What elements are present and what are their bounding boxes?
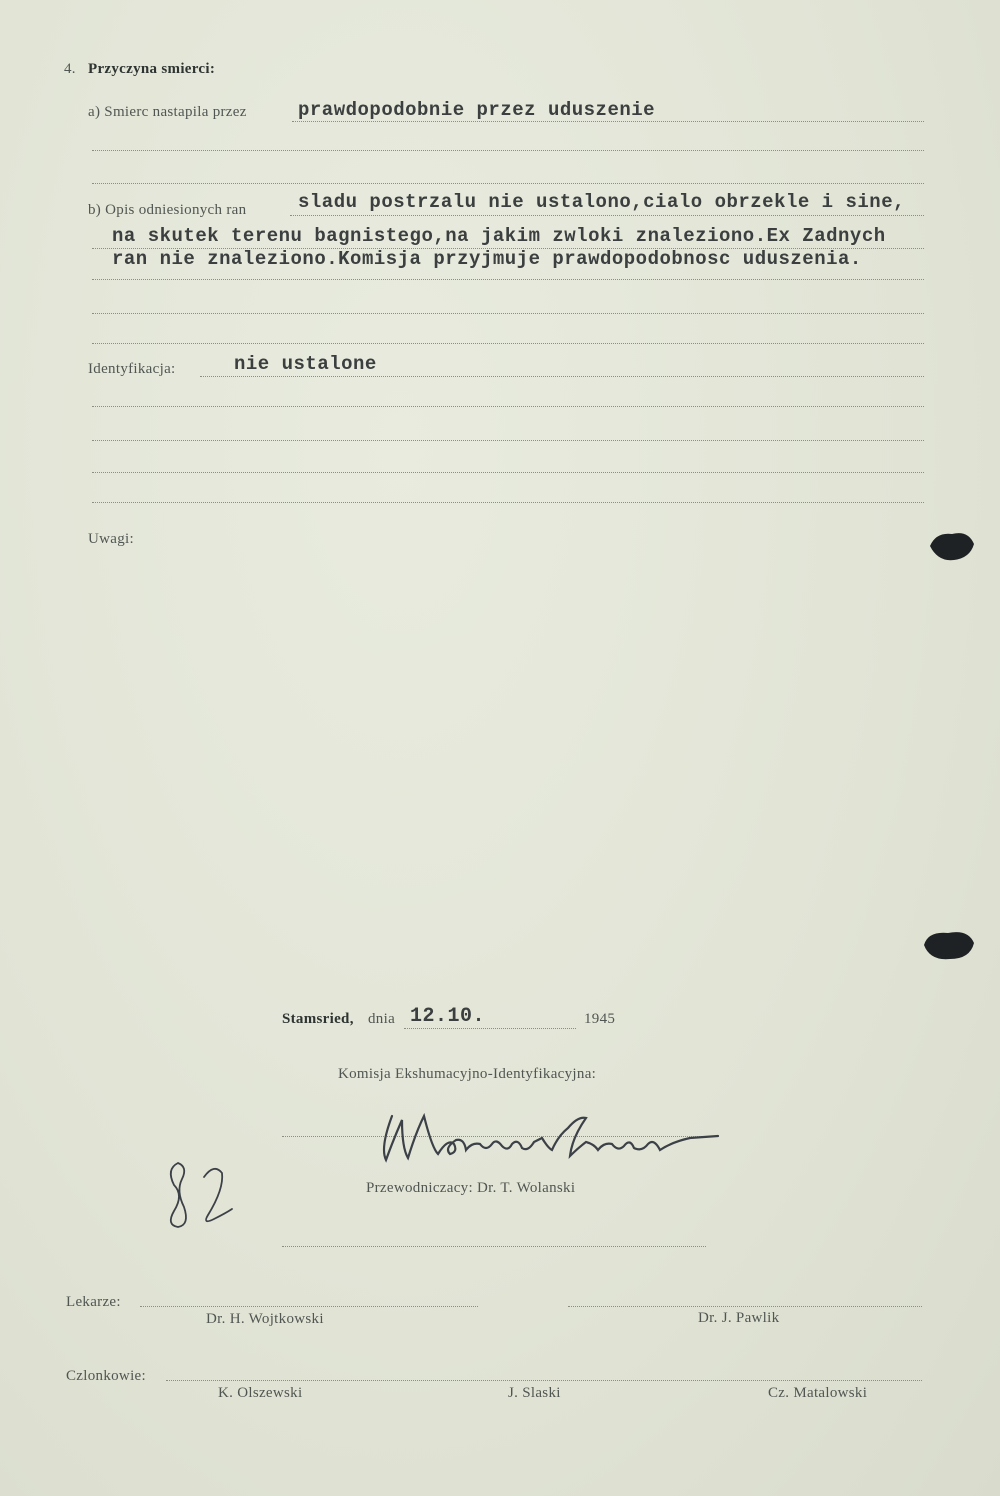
year: 1945 [584,1011,616,1027]
identification-line [200,376,924,377]
place: Stamsried, [282,1011,354,1027]
wounds-text-line-1: sladu postrzalu nie ustalono,cialo obrzekle i sine, [298,191,905,213]
blank-line [92,150,924,151]
identification-label: Identyfikacja: [88,361,176,377]
blank-line [92,343,924,344]
section-heading: Przyczyna smierci: [88,61,216,77]
cause-label: a) Smierc nastapila przez [88,104,247,120]
section-number: 4. [64,61,76,77]
commission-title: Komisja Ekshumacyjno-Identyfikacyjna: [338,1066,597,1082]
doctors-label: Lekarze: [66,1294,121,1310]
handwritten-number-text: 82 [160,1155,161,1156]
blank-line [92,183,924,184]
member-name: J. Slaski [508,1385,561,1401]
remarks-label: Uwagi: [88,531,134,547]
blank-line [92,472,924,473]
wounds-text-line-2: na skutek terenu bagnistego,na jakim zwloki znaleziono.Ex Zadnych [112,225,886,247]
signature-line [166,1380,922,1381]
members-label: Czlonkowie: [66,1368,146,1384]
blank-line [92,440,924,441]
dnia-label: dnia [368,1011,396,1027]
member-name: K. Olszewski [218,1385,303,1401]
signature-line [140,1306,478,1307]
cause-line [292,121,924,122]
date-value: 12.10. [410,1005,486,1028]
blank-line [92,406,924,407]
blank-line [92,313,924,314]
signature-line [282,1246,706,1247]
wounds-line [92,279,924,280]
handwritten-number [160,1155,240,1235]
wounds-text-line-3: ran nie znaleziono.Komisja przyjmuje prawdopodobnosc uduszenia. [112,248,862,270]
signature-line [568,1306,922,1307]
ink-blot [928,528,976,564]
chairman-name: Przewodniczacy: Dr. T. Wolanski [366,1180,576,1196]
cause-value: prawdopodobnie przez uduszenie [298,99,656,121]
doctor-name: Dr. H. Wojtkowski [206,1311,324,1327]
date-line [404,1028,576,1029]
blank-line [92,502,924,503]
chairman-signature [372,1108,722,1170]
identification-value: nie ustalone [234,353,377,375]
member-name: Cz. Matalowski [768,1385,868,1401]
doctor-name: Dr. J. Pawlik [698,1310,780,1326]
wounds-label: b) Opis odniesionych ran [88,202,247,218]
wounds-line [290,215,924,216]
ink-blot [922,925,976,963]
